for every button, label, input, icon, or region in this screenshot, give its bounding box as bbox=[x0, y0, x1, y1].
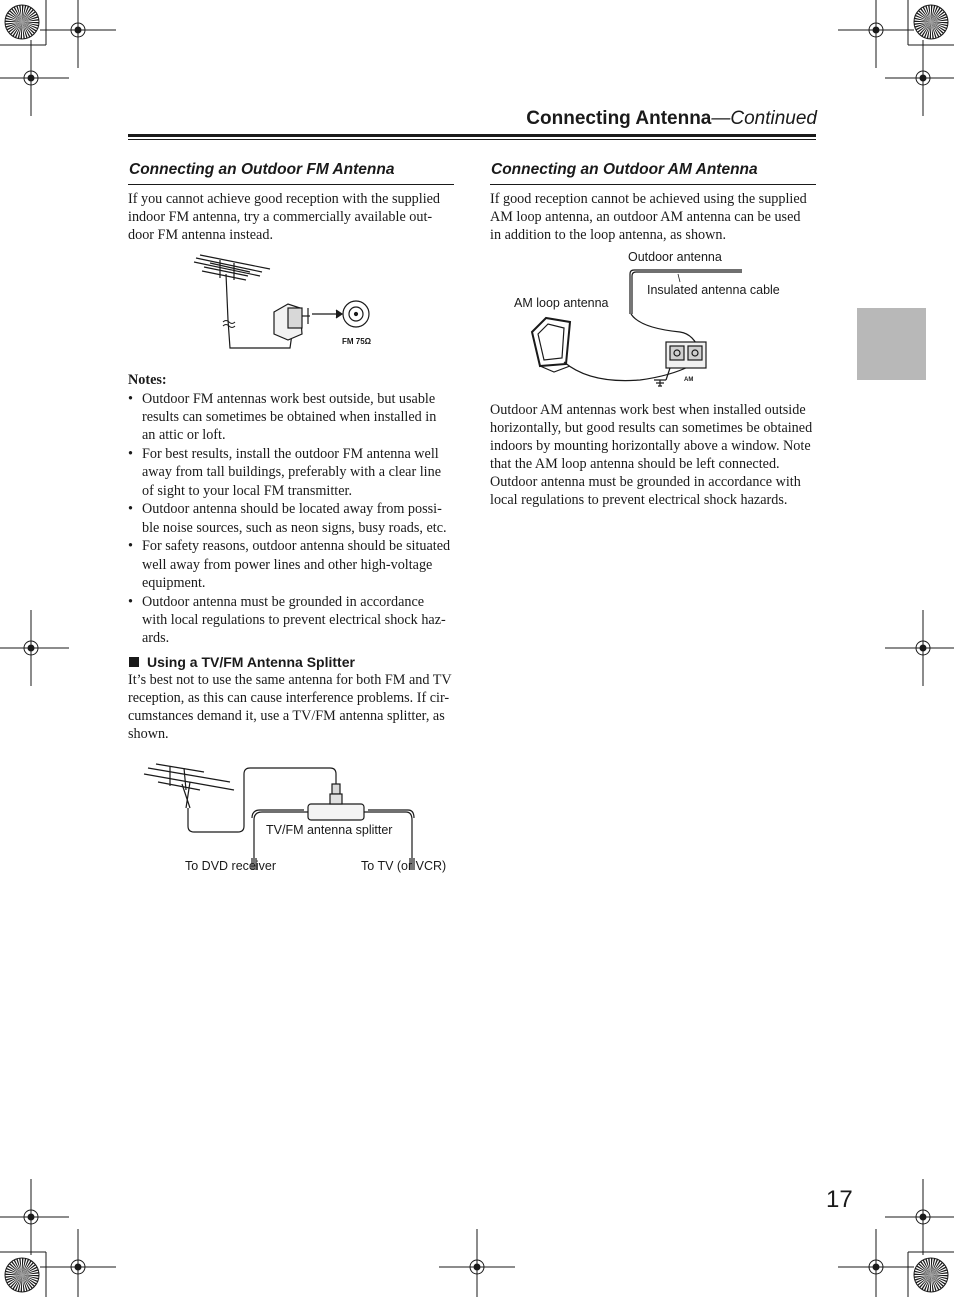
splitter-line: shown. bbox=[128, 726, 169, 742]
splitter-line: reception, as this can cause interference problems. If cir- bbox=[128, 690, 450, 706]
splitter-subheading bbox=[129, 654, 355, 670]
am-intro-line: AM loop antenna, an outdoor AM antenna can be used bbox=[490, 209, 801, 225]
am-loop-antenna-label: AM loop antenna bbox=[514, 296, 609, 310]
header-rule bbox=[128, 134, 816, 137]
note-line: • Outdoor antenna should be located away from possi- bbox=[142, 501, 442, 518]
note-line: • For safety reasons, outdoor antenna should be situated bbox=[142, 538, 451, 555]
crosshair-mark bbox=[439, 1229, 515, 1297]
note-line: with local regulations to prevent electrical shock haz- bbox=[142, 611, 446, 628]
splitter-line: It’s best not to use the same antenna for both FM and TV bbox=[128, 672, 452, 688]
note-line: results can sometimes be obtained when installed in bbox=[142, 409, 437, 426]
fm-intro-line: If you cannot achieve good reception with the supplied bbox=[128, 191, 441, 207]
star-target-mark bbox=[914, 5, 948, 39]
note-line: equipment. bbox=[142, 574, 206, 591]
am-body-line: local regulations to prevent electrical shock hazards. bbox=[490, 492, 788, 508]
crosshair-mark bbox=[40, 1229, 116, 1297]
note-item bbox=[128, 445, 460, 500]
am-body-line: that the AM loop antenna should be left connected. bbox=[490, 456, 780, 472]
am-terminal-label: AM bbox=[684, 377, 694, 383]
notes-list bbox=[128, 390, 460, 648]
crosshair-mark bbox=[885, 1179, 954, 1255]
note-line: well away from power lines and other high-voltage bbox=[142, 556, 433, 573]
note-item bbox=[128, 390, 460, 445]
header-title-continued: —Continued bbox=[711, 108, 817, 129]
to-dvd-receiver-label: To DVD receiver bbox=[185, 859, 276, 873]
note-line: ards. bbox=[142, 630, 170, 647]
fm-section-heading: Connecting an Outdoor FM Antenna bbox=[129, 161, 395, 178]
fm-heading-rule bbox=[128, 184, 454, 185]
crosshair-mark bbox=[885, 40, 954, 116]
splitter-label: TV/FM antenna splitter bbox=[266, 823, 393, 837]
fm-75-ohm-label: FM 75Ω bbox=[342, 337, 372, 346]
fm-intro-line: indoor FM antenna, try a commercially available out- bbox=[128, 209, 433, 225]
am-body-line: horizontally, but good results can sometimes be obtained bbox=[490, 420, 813, 436]
star-target-mark bbox=[5, 5, 39, 39]
am-body-paragraph bbox=[490, 401, 820, 509]
am-body-line: Outdoor antenna must be grounded in accordance with bbox=[490, 474, 801, 490]
am-body-line: Outdoor AM antennas work best when installed outside bbox=[490, 402, 806, 418]
splitter-heading-text: Using a TV/FM Antenna Splitter bbox=[147, 654, 355, 670]
note-line: ble noise sources, such as neon signs, busy roads, etc. bbox=[142, 519, 447, 536]
am-section-heading: Connecting an Outdoor AM Antenna bbox=[491, 161, 758, 178]
crosshair-mark bbox=[838, 0, 914, 68]
note-line: an attic or loft. bbox=[142, 427, 226, 444]
crosshair-mark bbox=[40, 0, 116, 68]
crosshair-mark bbox=[0, 1179, 69, 1255]
outdoor-antenna-label: Outdoor antenna bbox=[628, 250, 722, 264]
crosshair-mark bbox=[0, 610, 69, 686]
square-bullet-icon bbox=[129, 657, 139, 667]
fm-intro-line: door FM antenna instead. bbox=[128, 227, 273, 243]
splitter-line: cumstances demand it, use a TV/FM antenna splitter, as bbox=[128, 708, 445, 724]
star-target-mark bbox=[5, 1258, 39, 1292]
star-target-mark bbox=[914, 1258, 948, 1292]
to-tv-label: To TV (or VCR) bbox=[361, 859, 447, 873]
note-line: of sight to your local FM transmitter. bbox=[142, 482, 353, 499]
notes-title: Notes: bbox=[128, 372, 167, 388]
am-antenna-figure bbox=[520, 262, 780, 392]
note-line: • Outdoor FM antennas work best outside, but usable bbox=[142, 391, 436, 407]
splitter-paragraph bbox=[128, 671, 458, 743]
note-item bbox=[128, 593, 460, 648]
note-line: • Outdoor antenna must be grounded in accordance bbox=[142, 593, 425, 610]
page-header-title bbox=[526, 108, 817, 130]
crosshair-mark bbox=[885, 610, 954, 686]
am-intro-paragraph bbox=[490, 190, 820, 244]
fm-intro-paragraph bbox=[128, 190, 458, 244]
note-line: • For best results, install the outdoor FM antenna well bbox=[142, 446, 439, 463]
section-tab bbox=[857, 308, 926, 380]
am-intro-line: in addition to the loop antenna, as shown. bbox=[490, 227, 727, 243]
crosshair-mark bbox=[0, 40, 69, 116]
note-item bbox=[128, 537, 460, 592]
header-rule-thin bbox=[128, 139, 816, 140]
am-heading-rule bbox=[490, 184, 816, 185]
note-line: away from tall buildings, preferably with a clear line bbox=[142, 464, 442, 481]
insulated-cable-label: Insulated antenna cable bbox=[647, 283, 780, 297]
note-item bbox=[128, 500, 460, 536]
am-body-line: indoors by mounting horizontally above a window. Note bbox=[490, 438, 811, 454]
header-title-main: Connecting Antenna bbox=[526, 108, 712, 129]
page-number: 17 bbox=[826, 1186, 853, 1213]
am-intro-line: If good reception cannot be achieved using the supplied bbox=[490, 191, 807, 207]
crosshair-mark bbox=[838, 1229, 914, 1297]
